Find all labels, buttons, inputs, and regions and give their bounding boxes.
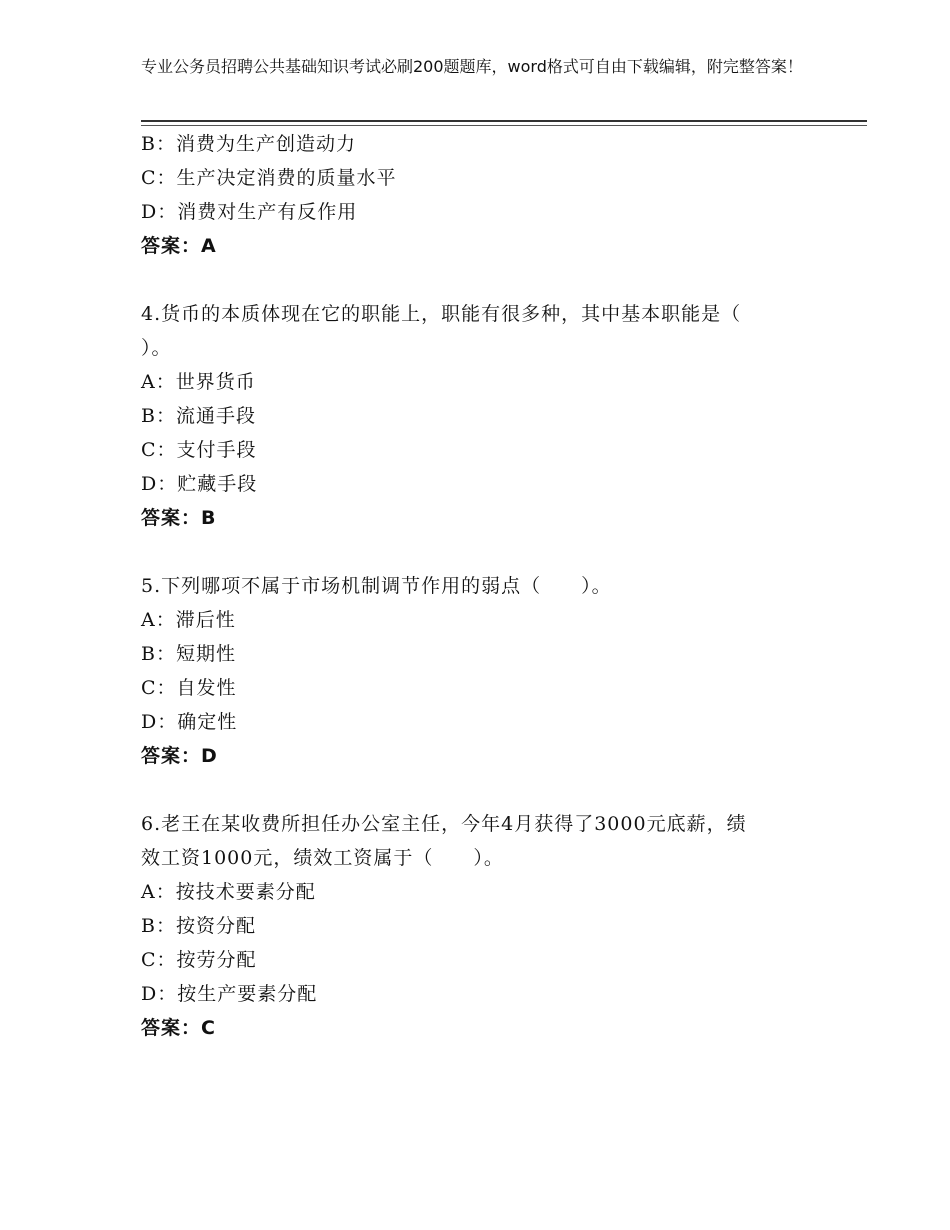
option-b: B：按资分配 [141, 915, 256, 937]
option-b: B：消费为生产创造动力 [141, 133, 356, 155]
option-c: C：按劳分配 [141, 949, 257, 971]
answer: 答案：B [141, 507, 217, 529]
option-d: D：确定性 [141, 711, 238, 733]
option-b: B：流通手段 [141, 405, 256, 427]
answer: 答案：D [141, 745, 218, 767]
question-text: 4.货币的本质体现在它的职能上，职能有很多种，其中基本职能是（ [141, 303, 742, 325]
answer: 答案：A [141, 235, 217, 257]
question-5 [141, 569, 841, 773]
option-d: D：贮藏手段 [141, 473, 258, 495]
option-d: D：按生产要素分配 [141, 983, 318, 1005]
document-body [141, 127, 841, 1045]
option-a: A：按技术要素分配 [141, 881, 316, 903]
question-text: 5.下列哪项不属于市场机制调节作用的弱点（ ）。 [141, 575, 612, 597]
option-c: C：自发性 [141, 677, 237, 699]
header-rule-thick [141, 120, 867, 122]
question-text-cont: 效工资1000元，绩效工资属于（ ）。 [141, 847, 504, 869]
question-4 [141, 297, 841, 535]
option-c: C：生产决定消费的质量水平 [141, 167, 397, 189]
question-text: 6.老王在某收费所担任办公室主任，今年4月获得了3000元底薪，绩 [141, 813, 747, 835]
option-c: C：支付手段 [141, 439, 257, 461]
header-rule-thin [141, 125, 867, 126]
page-header: 专业公务员招聘公共基础知识考试必刷200题题库，word格式可自由下载编辑，附完整答案！ [141, 57, 803, 76]
question-6 [141, 807, 841, 1045]
question-text-cont: ）。 [141, 337, 172, 359]
option-b: B：短期性 [141, 643, 236, 665]
answer: 答案：C [141, 1017, 216, 1039]
option-d: D：消费对生产有反作用 [141, 201, 358, 223]
option-a: A：滞后性 [141, 609, 236, 631]
option-a: A：世界货币 [141, 371, 256, 393]
question-continuation [141, 127, 841, 263]
